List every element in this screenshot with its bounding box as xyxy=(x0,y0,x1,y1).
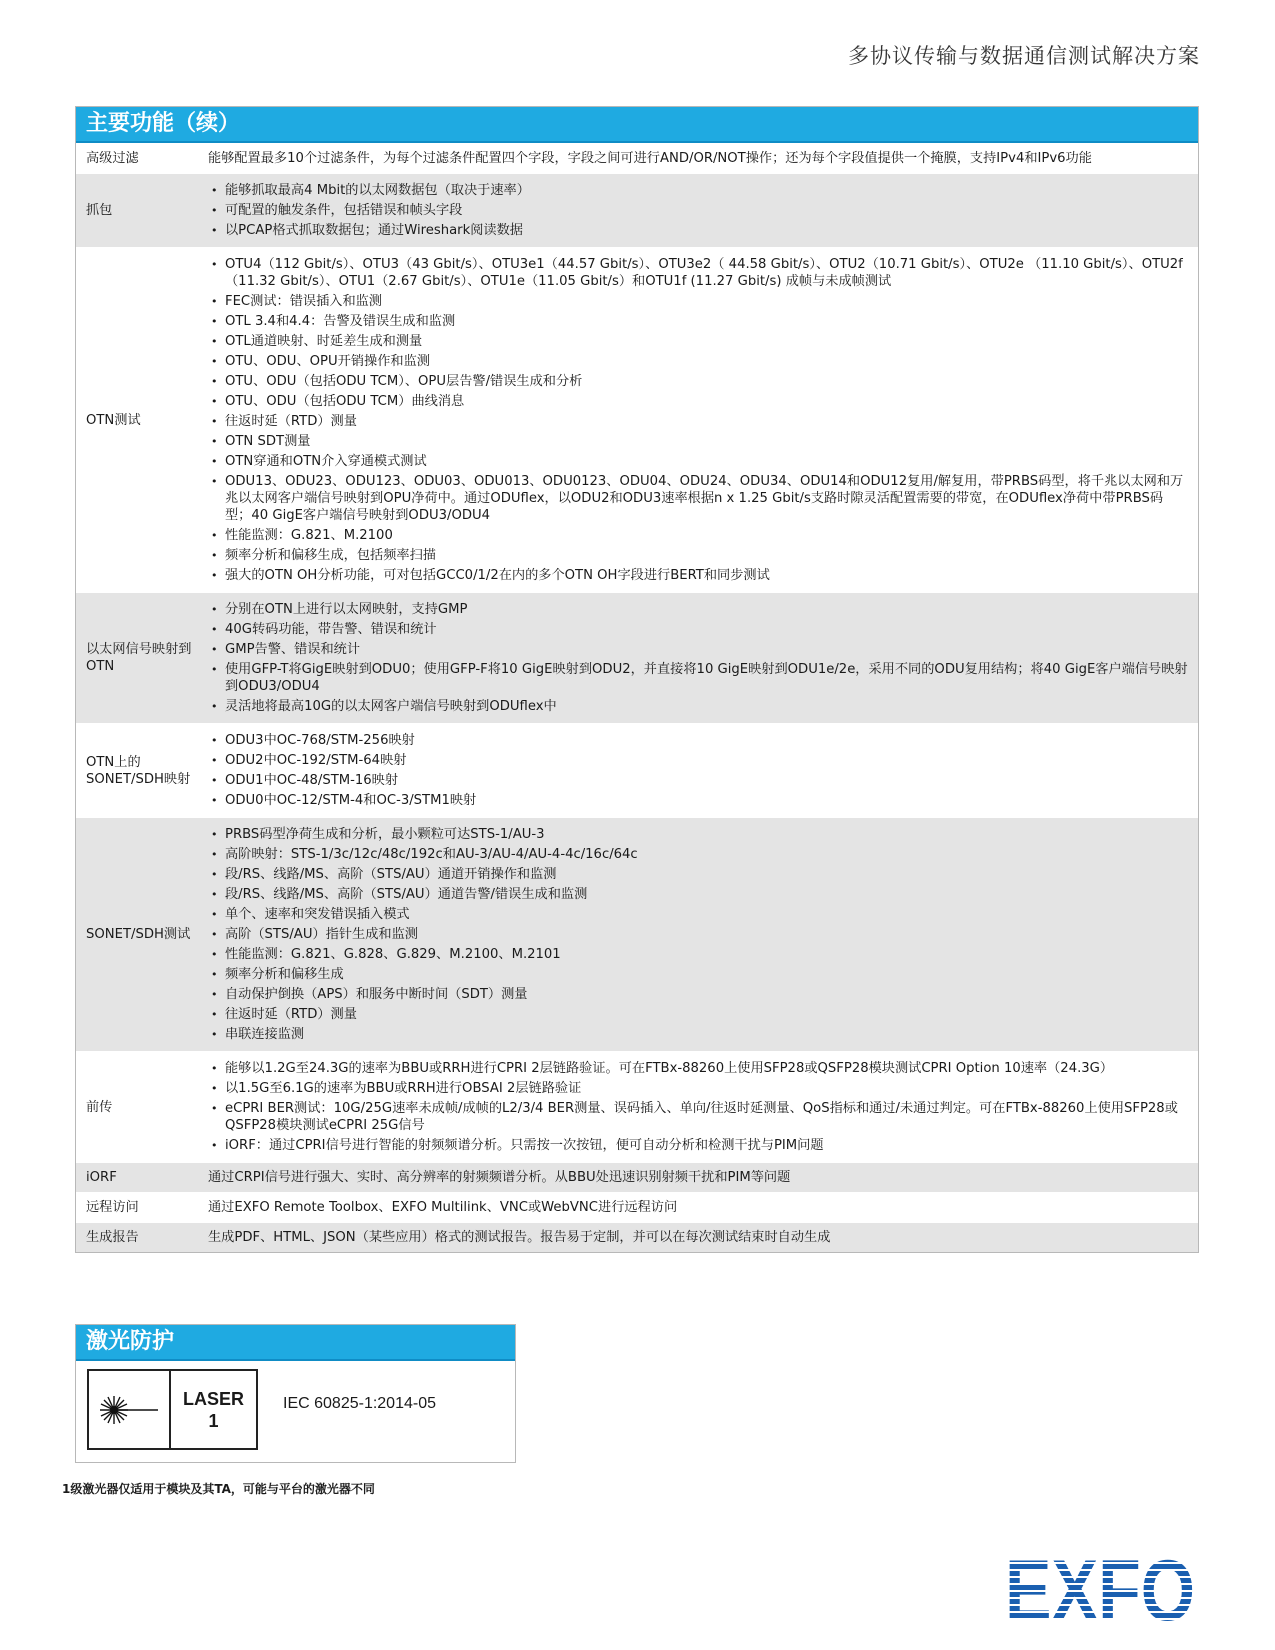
list-item: • 高阶（STS/AU）指针生成和监测 xyxy=(208,926,1188,943)
list-item: • 能够以1.2G至24.3G的速率为BBU或RRH进行CPRI 2层链路验证。可在FTBx-88260上使用SFP28或QSFP28模块测试CPRI Option 10速率（24.3G） xyxy=(208,1060,1188,1077)
list-item: • 强大的OTN OH分析功能，可对包括GCC0/1/2在内的多个OTN OH字段进行BERT和同步测试 xyxy=(208,567,1188,584)
list-item: • OTN SDT测量 xyxy=(208,433,1188,450)
laser-class-table xyxy=(87,1369,258,1450)
list-item: • 段/RS、线路/MS、高阶（STS/AU）通道告警/错误生成和监测 xyxy=(208,886,1188,903)
row-label: 生成报告 xyxy=(86,1230,139,1245)
features-section xyxy=(75,106,1199,1253)
row-text: 能够配置最多10个过滤条件，为每个过滤条件配置四个字段，字段之间可进行AND/OR/NOT操作；还为每个字段值提供一个掩膜，支持IPv4和IPv6功能 xyxy=(208,151,1092,166)
list-item: • iORF：通过CPRI信号进行智能的射频频谱分析。只需按一次按钮，便可自动分析和检测干扰与PIM问题 xyxy=(208,1137,1188,1154)
table-row xyxy=(76,1192,1198,1222)
table-row xyxy=(76,723,1198,817)
list-item: • PRBS码型净荷生成和分析，最小颗粒可达STS-1/AU-3 xyxy=(208,826,1188,843)
laser-class-number: 1 xyxy=(208,1410,219,1431)
features-header: 主要功能（续） xyxy=(76,107,1198,143)
list-item: • ODU13、ODU23、ODU123、ODU03、ODU013、ODU0123、ODU04、ODU24、ODU34、ODU14和ODU12复用/解复用，带PRBS码型，将千兆以太网和万兆以太网客户端信号映射到OPU净荷中。通过ODUflex，以ODU2和ODU3速率根据n x 1.25 Gbit/s支路时隙灵活配置需要的带宽，在ODUflex净荷中带PRBS码型；40 GigE客户端信号映射到ODU3/ODU4 xyxy=(208,473,1188,524)
table-row xyxy=(76,1162,1198,1192)
list-item: • ODU0中OC-12/STM-4和OC-3/STM1映射 xyxy=(208,792,1188,809)
list-item: • ODU3中OC-768/STM-256映射 xyxy=(208,732,1188,749)
list-item: • FEC测试：错误插入和监测 xyxy=(208,293,1188,310)
list-item: • GMP告警、错误和统计 xyxy=(208,641,1188,658)
list-item: • 以1.5G至6.1G的速率为BBU或RRH进行OBSAI 2层链路验证 xyxy=(208,1080,1188,1097)
laser-standard: IEC 60825-1:2014-05 xyxy=(283,1395,436,1412)
list-item: • 串联连接监测 xyxy=(208,1026,1188,1043)
row-text: 通过CRPI信号进行强大、实时、高分辨率的射频频谱分析。从BBU处迅速识别射频干扰和PIM等问题 xyxy=(208,1170,791,1185)
list-item: • OTN穿通和OTN介入穿通模式测试 xyxy=(208,453,1188,470)
row-label: OTN测试 xyxy=(86,412,141,428)
laser-icon-cell xyxy=(89,1371,171,1448)
row-label: OTN上的SONET/SDH映射 xyxy=(86,754,191,787)
list-item: • OTU、ODU、OPU开销操作和监测 xyxy=(208,353,1188,370)
list-item: • 能够抓取最高4 Mbit的以太网数据包（取决于速率） xyxy=(208,182,1188,199)
row-label: SONET/SDH测试 xyxy=(86,927,191,942)
laser-class-label: LASER xyxy=(182,1388,244,1409)
list-item: • OTU、ODU（包括ODU TCM）、OPU层告警/错误生成和分析 xyxy=(208,373,1188,390)
table-row xyxy=(76,173,1198,247)
list-item: • OTL通道映射、时延差生成和测量 xyxy=(208,333,1188,350)
svg-text:EXFO: EXFO xyxy=(1005,1543,1195,1639)
laser-footnote: 1级激光器仅适用于模块及其TA，可能与平台的激光器不同 xyxy=(62,1482,375,1496)
row-label: iORF xyxy=(86,1170,117,1185)
list-item: • OTU、ODU（包括ODU TCM）曲线消息 xyxy=(208,393,1188,410)
list-item: • 可配置的触发条件，包括错误和帧头字段 xyxy=(208,202,1188,219)
list-item: • 往返时延（RTD）测量 xyxy=(208,1006,1188,1023)
row-label: 以太网信号映射到OTN xyxy=(86,642,192,674)
table-row xyxy=(76,817,1198,1051)
table-row xyxy=(76,592,1198,723)
list-item: • ODU2中OC-192/STM-64映射 xyxy=(208,752,1188,769)
list-item: • 自动保护倒换（APS）和服务中断时间（SDT）测量 xyxy=(208,986,1188,1003)
row-label: 远程访问 xyxy=(86,1200,139,1215)
list-item: • 以PCAP格式抓取数据包；通过Wireshark阅读数据 xyxy=(208,222,1188,239)
list-item: • 使用GFP-T将GigE映射到ODU0；使用GFP-F将10 GigE映射到ODU2，并直接将10 GigE映射到ODU1e/2e，采用不同的ODU复用结构；将40 GigE客户端信号映射到ODU3/ODU4 xyxy=(208,661,1188,695)
list-item: • ODU1中OC-48/STM-16映射 xyxy=(208,772,1188,789)
list-item: • 段/RS、线路/MS、高阶（STS/AU）通道开销操作和监测 xyxy=(208,866,1188,883)
list-item: • 往返时延（RTD）测量 xyxy=(208,413,1188,430)
table-row xyxy=(76,247,1198,592)
row-text: 生成PDF、HTML、JSON（某些应用）格式的测试报告。报告易于定制，并可以在每次测试结束时自动生成 xyxy=(208,1230,831,1245)
list-item: • 高阶映射：STS-1/3c/12c/48c/192c和AU-3/AU-4/AU-4-4c/16c/64c xyxy=(208,846,1188,863)
laser-section xyxy=(75,1324,516,1463)
list-item: • 40G转码功能，带告警、错误和统计 xyxy=(208,621,1188,638)
list-item: • 性能监测：G.821、G.828、G.829、M.2100、M.2101 xyxy=(208,946,1188,963)
row-label: 高级过滤 xyxy=(86,151,139,166)
list-item: • 单个、速率和突发错误插入模式 xyxy=(208,906,1188,923)
list-item: • OTL 3.4和4.4：告警及错误生成和监测 xyxy=(208,313,1188,330)
row-text: 通过EXFO Remote Toolbox、EXFO Multilink、VNC或WebVNC进行远程访问 xyxy=(208,1200,678,1215)
row-label: 前传 xyxy=(86,1099,113,1115)
row-label: 抓包 xyxy=(86,203,113,218)
list-item: • 性能监测：G.821、M.2100 xyxy=(208,527,1188,544)
list-item: • 灵活地将最高10G的以太网客户端信号映射到ODUflex中 xyxy=(208,698,1188,715)
table-row xyxy=(76,143,1198,173)
laser-header: 激光防护 xyxy=(76,1325,515,1361)
list-item: • 频率分析和偏移生成 xyxy=(208,966,1188,983)
list-item: • eCPRI BER测试：10G/25G速率未成帧/成帧的L2/3/4 BER测量、误码插入、单向/往返时延测量、QoS指标和通过/未通过判定。可在FTBx-88260上使用SFP28或QSFP28模块测试eCPRI 25G信号 xyxy=(208,1100,1188,1134)
table-row xyxy=(76,1222,1198,1252)
laser-class-cell xyxy=(171,1371,256,1448)
list-item: • 频率分析和偏移生成，包括频率扫描 xyxy=(208,547,1188,564)
laser-beam-icon xyxy=(94,1390,164,1430)
exfo-logo-graphic xyxy=(1005,1543,1197,1639)
list-item: • OTU4（112 Gbit/s）、OTU3（43 Gbit/s）、OTU3e1（44.57 Gbit/s）、OTU3e2（ 44.58 Gbit/s）、OTU2（10.71 Gbit/s）、OTU2e （11.10 Gbit/s）、OTU2f（11.32 Gbit/s）、OTU1（2.67 Gbit/s）、OTU1e（11.05 Gbit/s）和OTU1f (11.27 Gbit/s) 成帧与未成帧测试 xyxy=(208,256,1188,290)
table-row xyxy=(76,1051,1198,1162)
list-item: • 分别在OTN上进行以太网映射，支持GMP xyxy=(208,601,1188,618)
exfo-logo xyxy=(1005,1543,1197,1639)
document-title: 多协议传输与数据通信测试解决方案 xyxy=(848,44,1200,68)
